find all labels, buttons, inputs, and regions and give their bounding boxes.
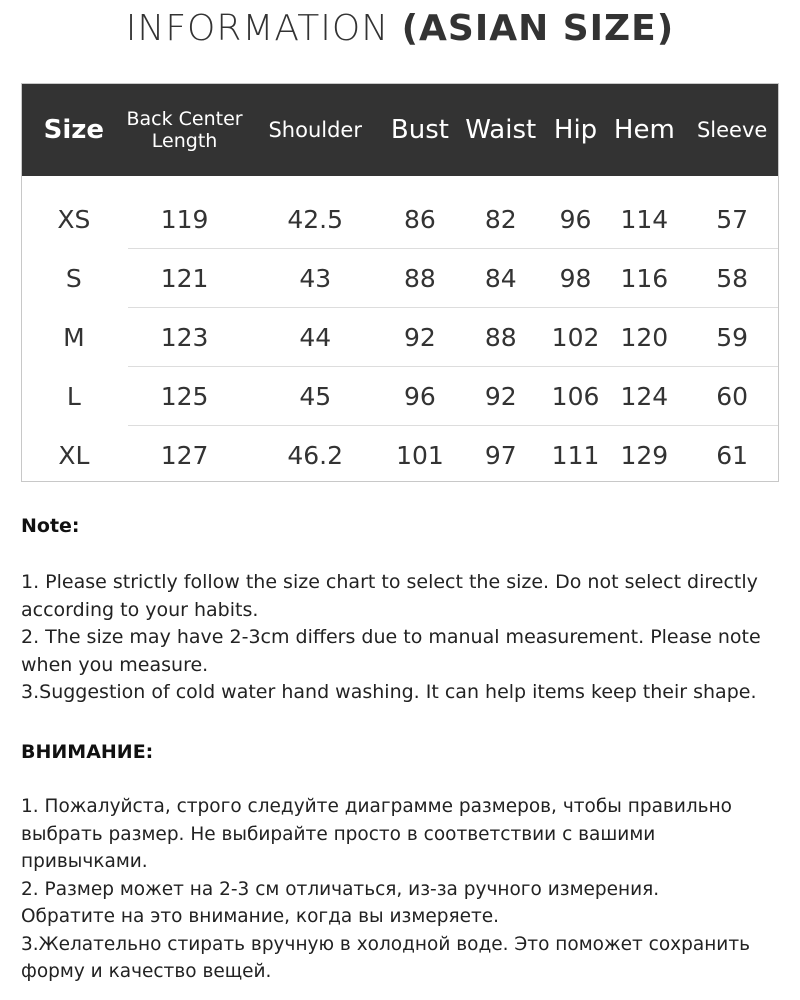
note-heading: Note: [21, 515, 80, 537]
cell-shoulder: 44 [299, 322, 332, 352]
table-row [22, 426, 778, 484]
cell-hem: 124 [620, 381, 669, 411]
cell-hip: 96 [559, 204, 592, 234]
title-bold: (ASIAN SIZE) [401, 8, 675, 49]
cell-hem: 116 [620, 263, 669, 293]
cell-waist: 84 [484, 263, 517, 293]
cell-sleeve: 58 [716, 263, 749, 293]
cell-size: XL [58, 440, 90, 470]
cell-waist: 88 [484, 322, 517, 352]
cell-sleeve: 61 [716, 440, 749, 470]
header-back-center-line1: Back Center [126, 108, 243, 130]
note-english [21, 515, 791, 707]
cell-bust: 86 [404, 204, 436, 234]
cell-hip: 106 [551, 381, 600, 411]
note-heading: ВНИМАНИЕ: [21, 741, 154, 763]
table-row [22, 249, 778, 307]
cell-shoulder: 45 [299, 381, 332, 411]
cell-sleeve: 59 [716, 322, 749, 352]
note-line: when you measure. [21, 653, 209, 676]
cell-hem: 114 [620, 204, 669, 234]
table-header [22, 84, 778, 176]
cell-waist: 82 [484, 204, 517, 234]
cell-size: L [66, 381, 81, 411]
cell-hip: 102 [551, 322, 600, 352]
note-line: 3.Желательно стирать вручную в холодной воде. Это поможет сохранить [21, 933, 750, 955]
cell-shoulder: 46.2 [287, 440, 344, 470]
cell-hem: 129 [620, 440, 669, 470]
note-line: привычками. [21, 851, 148, 872]
note-line: according to your habits. [21, 598, 259, 621]
cell-hip: 98 [559, 263, 592, 293]
cell-hip: 111 [551, 440, 600, 470]
cell-bust: 88 [404, 263, 436, 293]
header-hip: Hip [553, 115, 598, 145]
cell-back-center-length: 127 [160, 440, 209, 470]
page-title [0, 8, 800, 49]
header-back-center-line2: Length [151, 130, 218, 152]
cell-hem: 120 [620, 322, 669, 352]
cell-back-center-length: 121 [160, 263, 209, 293]
table-row [22, 367, 778, 425]
note-line: 1. Please strictly follow the size chart to select the size. Do not select directly [21, 571, 758, 593]
header-bust: Bust [390, 115, 449, 145]
title-light: INFORMATION [125, 8, 402, 49]
cell-back-center-length: 119 [160, 204, 209, 234]
header-size: Size [43, 115, 105, 145]
cell-sleeve: 57 [716, 204, 749, 234]
note-line: 2. Размер может на 2-3 см отличаться, из-за ручного измерения. [21, 878, 660, 900]
note-line: выбрать размер. Не выбирайте просто в соответствии с вашими [21, 823, 656, 845]
table-row [22, 190, 778, 248]
cell-size: XS [57, 204, 91, 234]
cell-back-center-length: 125 [160, 381, 209, 411]
cell-bust: 101 [396, 440, 444, 470]
cell-back-center-length: 123 [160, 322, 209, 352]
note-line: 1. Пожалуйста, строго следуйте диаграмме размеров, чтобы правильно [21, 796, 732, 817]
header-hem: Hem [613, 115, 675, 145]
cell-waist: 97 [484, 440, 517, 470]
cell-size: M [63, 322, 85, 352]
header-waist: Waist [465, 115, 537, 145]
cell-bust: 92 [404, 322, 436, 352]
cell-size: S [65, 263, 82, 293]
header-back-center-length [126, 108, 244, 152]
cell-waist: 92 [484, 381, 517, 411]
cell-shoulder: 42.5 [287, 204, 344, 234]
header-shoulder: Shoulder [268, 118, 362, 142]
table-row [22, 308, 778, 366]
size-table [21, 83, 779, 482]
cell-shoulder: 43 [299, 263, 332, 293]
cell-bust: 96 [404, 381, 436, 411]
header-sleeve: Sleeve [696, 118, 768, 142]
note-line: форму и качество вещей. [21, 961, 272, 982]
note-line: Обратите на это внимание, когда вы измеряете. [21, 906, 500, 927]
cell-sleeve: 60 [716, 381, 749, 411]
note-line: 2. The size may have 2-3cm differs due to manual measurement. Please note [21, 626, 761, 648]
note-russian [21, 741, 791, 986]
note-line: 3.Suggestion of cold water hand washing. It can help items keep their shape. [21, 681, 757, 703]
